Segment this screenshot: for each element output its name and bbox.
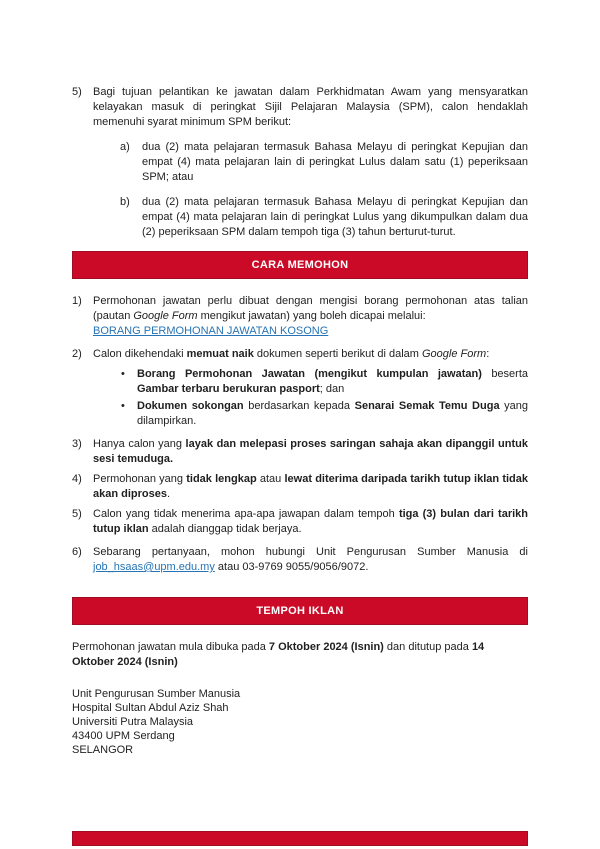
text-run: Calon dikehendaki — [93, 348, 187, 360]
borang-permohonan-link[interactable]: BORANG PERMOHONAN JAWATAN KOSONG — [93, 325, 329, 337]
text-run: mengikut jawatan) yang boleh dicapai melalui: — [197, 310, 426, 322]
text-run: berdasarkan kepada — [243, 400, 355, 412]
list-marker: 5) — [72, 508, 82, 520]
list-item-text — [93, 472, 528, 502]
address-line: 43400 UPM Serdang — [72, 730, 175, 742]
list-item-1 — [72, 294, 528, 324]
text-run: layak dan melepasi proses saringan sahaja akan dipanggil untuk sesi temuduga. — [93, 438, 528, 465]
bullet-item-dokumen — [121, 399, 528, 429]
text-run: Bagi tujuan pelantikan ke jawatan dalam Perkhidmatan Awam yang mensyaratkan kelayakan masuk di peringkat Sijil Pelajaran Malaysia (SPM), calon hendaklah memenuhi syarat minimum SPM berikut: — [93, 86, 528, 128]
list-item-6 — [72, 545, 528, 575]
address-line: Hospital Sultan Abdul Aziz Shah — [72, 702, 229, 714]
list-marker: 2) — [72, 348, 82, 360]
list-subitem-a — [120, 140, 528, 185]
text-run: Permohonan jawatan mula dibuka pada — [72, 641, 269, 653]
address-line: SELANGOR — [72, 744, 134, 756]
list-item-text — [142, 140, 528, 185]
section-banner-tempoh-iklan: TEMPOH IKLAN — [72, 597, 528, 625]
list-item-intro-5 — [72, 85, 528, 130]
list-item-text — [93, 437, 528, 467]
list-item-text — [93, 347, 528, 362]
list-marker: 1) — [72, 295, 82, 307]
text-run: lewat diterima daripada tarikh tutup iklan tidak akan diproses — [93, 473, 528, 500]
text-run: Permohonan yang — [93, 473, 187, 485]
text-run: Hanya calon yang — [93, 438, 186, 450]
text-run: dua (2) mata pelajaran termasuk Bahasa Melayu di peringkat Kepujian dan empat (4) mata pelajaran lain di peringkat Lulus yang dikumpulkan dalam dua (2) peperiksaan SPM dalam tempoh tiga (3) tahun berturut-turut. — [142, 196, 528, 238]
list-marker: 5) — [72, 86, 82, 98]
page-bottom-banner-sliver — [72, 831, 528, 846]
bullet-item-borang — [121, 367, 528, 397]
list-item-text — [142, 195, 528, 240]
text-run: Google Form — [133, 310, 198, 322]
text-run: Calon yang tidak menerima apa-apa jawapan dalam tempoh — [93, 508, 399, 520]
text-run: 7 Oktober 2024 (Isnin) — [268, 641, 384, 653]
text-run: ; dan — [319, 383, 345, 395]
list-item-text — [93, 507, 528, 537]
text-run: Sebarang pertanyaan, mohon hubungi Unit Pengurusan Sumber Manusia di — [93, 546, 528, 558]
bullet-icon: • — [121, 368, 125, 380]
text-run: dan ditutup pada — [383, 641, 472, 653]
bullet-text — [137, 367, 528, 397]
section-banner-cara-memohon: CARA MEMOHON — [72, 251, 528, 279]
text-run: yang dilampirkan. — [137, 400, 528, 427]
list-item-4 — [72, 472, 528, 502]
text-run: tiga (3) bulan dari tarikh tutup iklan — [93, 508, 528, 535]
text-run: atau 03-9769 9055/9056/9072. — [214, 561, 369, 573]
text-run: : — [486, 348, 490, 360]
text-run: Google Form — [421, 348, 487, 360]
list-marker: 4) — [72, 473, 82, 485]
text-run: dokumen seperti berikut di dalam — [253, 348, 422, 360]
text-run: beserta — [481, 368, 529, 380]
address-line: Universiti Putra Malaysia — [72, 716, 194, 728]
list-marker: 3) — [72, 438, 82, 450]
text-run: atau — [256, 473, 285, 485]
bullet-text — [137, 399, 528, 429]
footer-address — [72, 687, 528, 757]
text-run: adalah dianggap tidak berjaya. — [148, 523, 302, 535]
email-link[interactable]: job_hsaas@upm.edu.my — [93, 561, 215, 573]
list-item-2 — [72, 347, 528, 362]
list-item-3 — [72, 437, 528, 467]
list-marker: 6) — [72, 546, 82, 558]
list-subitem-b — [120, 195, 528, 240]
text-run: Gambar terbaru berukuran pasport — [137, 383, 320, 395]
advert-period-paragraph — [72, 640, 528, 670]
text-run: . — [166, 488, 171, 500]
bullet-icon: • — [121, 400, 125, 412]
text-run: tidak lengkap — [186, 473, 257, 485]
text-run: 14 Oktober 2024 (Isnin) — [72, 641, 485, 668]
text-run: Borang Permohonan Jawatan (mengikut kumpulan jawatan) — [137, 368, 482, 380]
list-marker: a) — [120, 141, 130, 153]
link-line — [93, 324, 528, 339]
text-run: dua (2) mata pelajaran termasuk Bahasa Melayu di peringkat Kepujian dan empat (4) mata pelajaran lain di peringkat Lulus dalam satu (1) peperiksaan SPM; atau — [142, 141, 528, 183]
list-item-text — [93, 85, 528, 130]
address-line: Unit Pengurusan Sumber Manusia — [72, 688, 241, 700]
text-run: Permohonan jawatan perlu dibuat dengan mengisi borang permohonan atas talian (pautan — [93, 295, 528, 322]
text-run: memuat naik — [186, 348, 254, 360]
list-item-text — [93, 545, 528, 575]
text-run: Senarai Semak Temu Duga — [354, 400, 500, 412]
list-item-text — [93, 294, 528, 324]
list-marker: b) — [120, 196, 130, 208]
list-item-5 — [72, 507, 528, 537]
text-run: Dokumen sokongan — [137, 400, 244, 412]
